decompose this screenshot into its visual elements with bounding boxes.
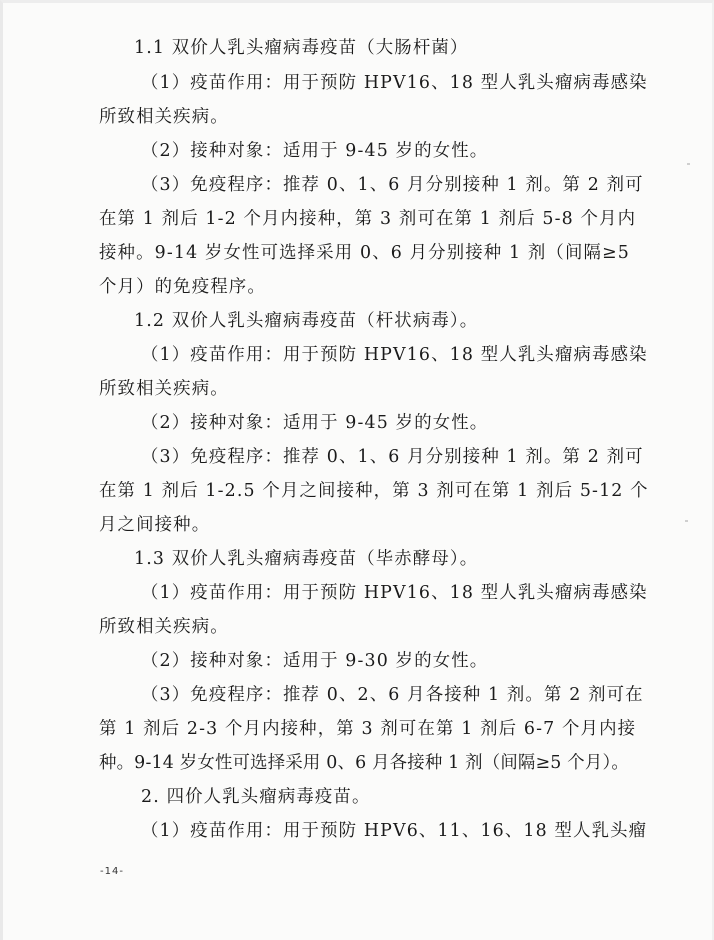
paragraph-line: （3）免疫程序：推荐 0、2、6 月各接种 1 剂。第 2 剂可在	[141, 685, 644, 705]
paragraph-line: 月之间接种。	[99, 515, 211, 535]
paragraph-line: 第 1 剂后 2-3 个月内接种，第 3 剂可在第 1 剂后 6-7 个月内接	[99, 719, 637, 739]
paragraph-line: （1）疫苗作用：用于预防 HPV16、18 型人乳头瘤病毒感染	[141, 73, 648, 93]
section-heading-1-3: 1.3 双价人乳头瘤病毒疫苗（毕赤酵母）。	[134, 549, 479, 569]
paragraph-line: 所致相关疾病。	[99, 617, 229, 637]
paragraph-line: （1）疫苗作用：用于预防 HPV6、11、16、18 型人乳头瘤	[141, 821, 648, 841]
section-heading-1-1: 1.1 双价人乳头瘤病毒疫苗（大肠杆菌）	[134, 38, 469, 58]
paragraph-line: 接种。9-14 岁女性可选择采用 0、6 月分别接种 1 剂（间隔≥5	[99, 243, 630, 263]
paragraph-line: （2）接种对象：适用于 9-30 岁的女性。	[141, 651, 489, 671]
paragraph-line: （2）接种对象：适用于 9-45 岁的女性。	[141, 413, 489, 433]
paragraph-line: 所致相关疾病。	[99, 379, 229, 399]
page-number: -14-	[100, 866, 124, 877]
scan-speck	[685, 520, 688, 522]
paragraph-line: （2）接种对象：适用于 9-45 岁的女性。	[141, 141, 489, 161]
section-heading-1-2: 1.2 双价人乳头瘤病毒疫苗（杆状病毒）。	[134, 311, 479, 331]
paragraph-line: （3）免疫程序：推荐 0、1、6 月分别接种 1 剂。第 2 剂可	[141, 447, 644, 467]
paragraph-line: 在第 1 剂后 1-2.5 个月之间接种，第 3 剂可在第 1 剂后 5-12 个	[99, 481, 649, 501]
scan-speck	[687, 163, 690, 165]
paragraph-line: （1）疫苗作用：用于预防 HPV16、18 型人乳头瘤病毒感染	[141, 345, 648, 365]
paragraph-line: 在第 1 剂后 1-2 个月内接种，第 3 剂可在第 1 剂后 5-8 个月内	[99, 209, 637, 229]
paragraph-line: 种。9-14 岁女性可选择采用 0、6 月各接种 1 剂（间隔≥5 个月）。	[99, 753, 629, 773]
section-heading-2: 2. 四价人乳头瘤病毒疫苗。	[141, 787, 371, 807]
paragraph-line: （3）免疫程序：推荐 0、1、6 月分别接种 1 剂。第 2 剂可	[141, 175, 644, 195]
paragraph-line: （1）疫苗作用：用于预防 HPV16、18 型人乳头瘤病毒感染	[141, 583, 648, 603]
paragraph-line: 所致相关疾病。	[99, 107, 229, 127]
paragraph-line: 个月）的免疫程序。	[99, 277, 266, 297]
